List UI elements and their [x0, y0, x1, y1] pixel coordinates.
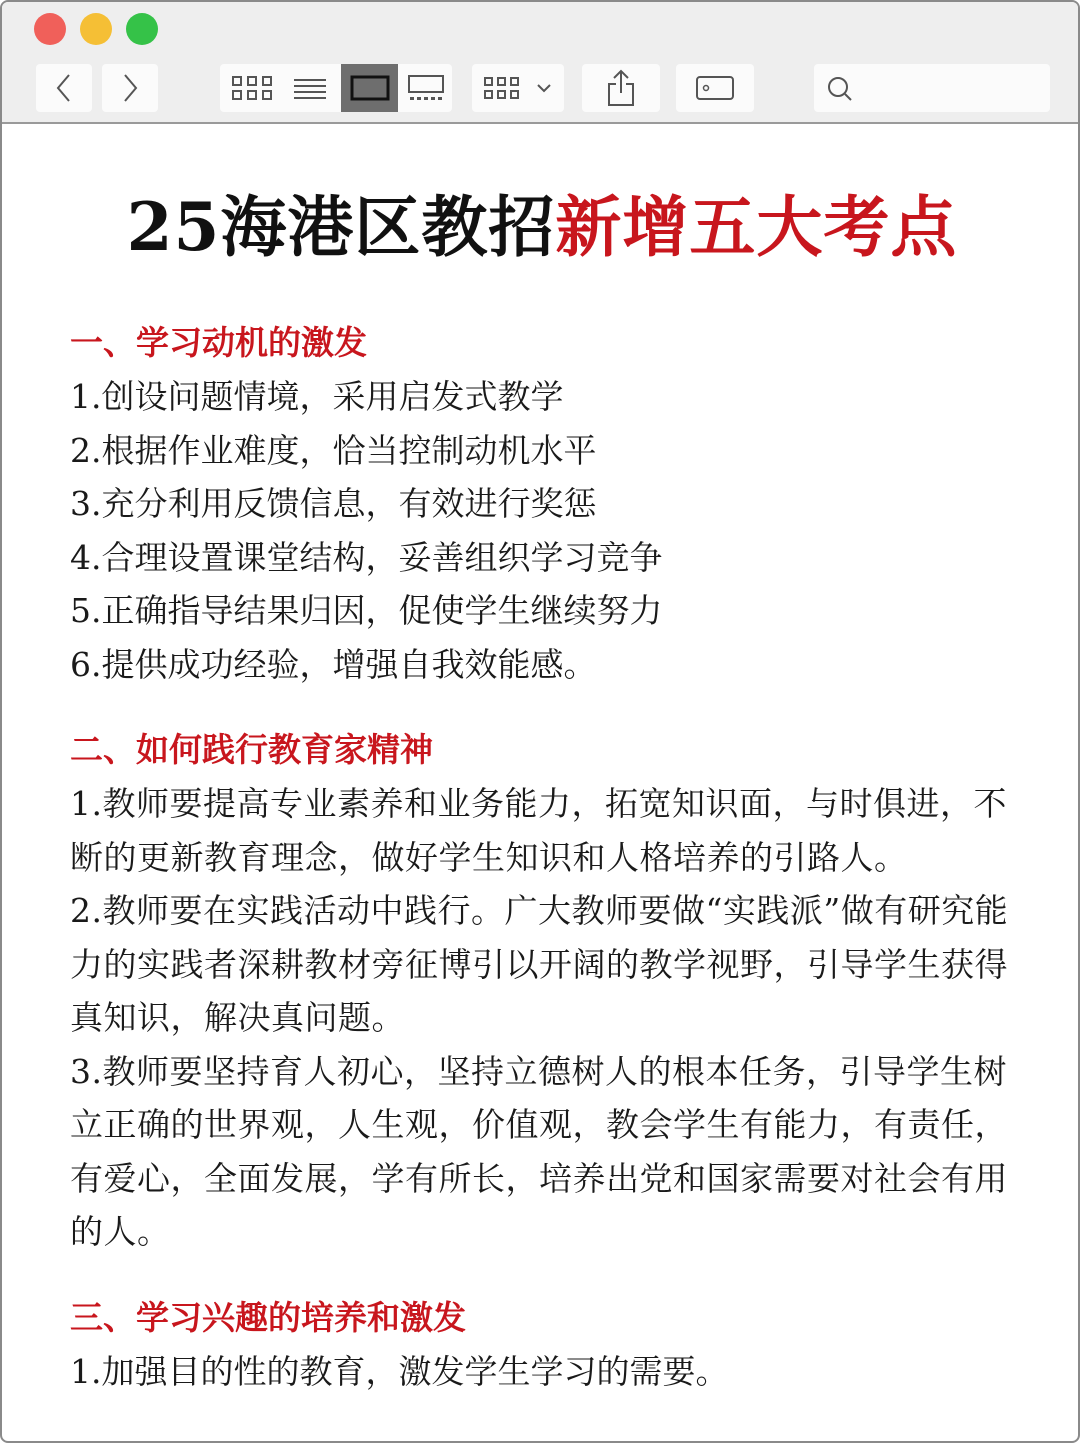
gallery-icon	[407, 74, 445, 102]
search-icon	[826, 75, 854, 103]
close-window-button[interactable]	[34, 13, 66, 45]
list-item: 1.教师要提高专业素养和业务能力，拓宽知识面，与时俱进，不断的更新教育理念，做好学生知识和人格培养的引路人。	[70, 784, 1007, 877]
list-item: 1.创设问题情境，采用启发式教学	[70, 377, 564, 416]
group-icon	[483, 75, 553, 101]
list-item: 2.教师要在实践活动中践行。广大教师要做“实践派”做有研究能力的实践者深耕教材旁征博引以开阔的教学视野，引导学生获得真知识，解决真问题。	[70, 891, 1009, 1037]
icon-view-button[interactable]	[224, 64, 280, 112]
back-button[interactable]	[36, 64, 92, 112]
title-part-black: 25海港区教招	[126, 188, 556, 266]
list-item: 3.教师要坚持育人初心，坚持立德树人的根本任务，引导学生树立正确的世界观，人生观，价值观，教会学生有能力，有责任，有爱心，全面发展，学有所长，培养出党和国家需要对社会有用的人。	[70, 1051, 1008, 1251]
grid-icon	[231, 74, 273, 102]
share-icon	[606, 69, 636, 107]
chevron-left-icon	[54, 72, 74, 104]
search-input[interactable]	[860, 72, 1044, 106]
section-2	[70, 723, 1020, 1259]
gallery-view-button[interactable]	[398, 64, 454, 112]
page-title	[2, 182, 1080, 272]
list-item: 2.根据作业难度，恰当控制动机水平	[70, 430, 597, 470]
list-item: 1.加强目的性的教育，激发学生学习的需要。	[70, 1351, 729, 1391]
search-box[interactable]	[814, 64, 1050, 112]
list-view-button[interactable]	[282, 64, 338, 112]
tag-button[interactable]	[676, 64, 754, 112]
toolbar	[2, 2, 1078, 124]
article-content	[70, 316, 1020, 1398]
title-part-red: 新增五大考点	[555, 188, 958, 266]
list-item: 4.合理设置课堂结构，妥善组织学习竞争	[70, 537, 663, 577]
list-item: 5.正确指导结果归因，促使学生继续努力	[70, 591, 663, 630]
columns-icon	[350, 75, 390, 101]
list-item: 3.充分利用反馈信息，有效进行奖惩	[70, 484, 597, 523]
section-1	[70, 316, 1020, 691]
section-3	[70, 1291, 1020, 1399]
chevron-right-icon	[120, 72, 140, 104]
group-by-button[interactable]	[472, 64, 564, 112]
section-heading: 二、如何践行教育家精神	[70, 730, 433, 769]
forward-button[interactable]	[102, 64, 158, 112]
section-heading: 三、学习兴趣的培养和激发	[70, 1297, 466, 1337]
minimize-window-button[interactable]	[80, 13, 112, 45]
zoom-window-button[interactable]	[126, 13, 158, 45]
list-icon	[293, 76, 327, 100]
section-heading: 一、学习动机的激发	[70, 323, 367, 362]
list-item: 6.提供成功经验，增强自我效能感。	[70, 644, 597, 684]
share-button[interactable]	[582, 64, 660, 112]
tag-icon	[695, 75, 735, 101]
column-view-button[interactable]	[341, 64, 398, 112]
view-mode-group	[220, 64, 452, 112]
